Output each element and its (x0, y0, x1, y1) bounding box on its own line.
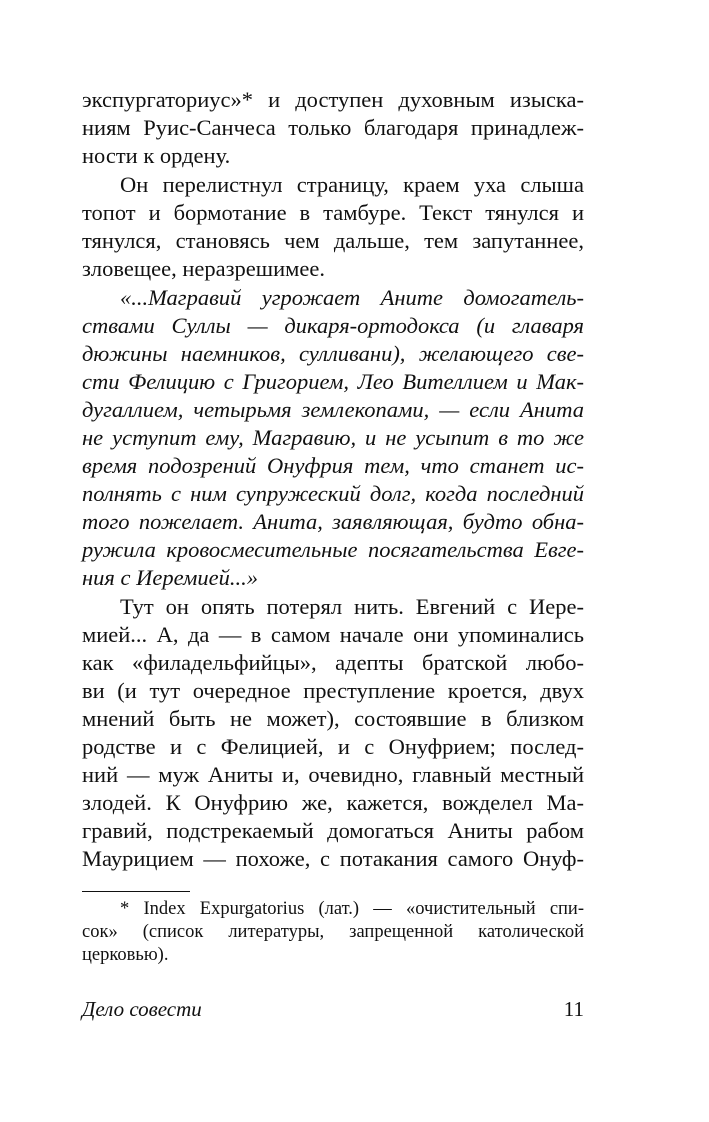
text-line: Маурицием — похоже, с потакания самого Онуф- (82, 846, 584, 871)
running-title: Дело совести (82, 997, 202, 1021)
footnote-line: * Index Expurgatorius (лат.) — «очистительный спи- (120, 899, 584, 919)
text-line: зловещее, неразрешимее. (82, 256, 325, 281)
text-line: не уступит ему, Магравию, и не усыпит в то же (82, 425, 584, 450)
text-line: дюжины наемников, сулливани), желающего све- (82, 341, 584, 366)
paragraph-2 (82, 171, 584, 283)
text-line: тянулся, становясь чем дальше, тем запутаннее, (82, 228, 584, 253)
text-line: полнять с ним супружеский долг, когда последний (82, 481, 584, 506)
text-line: «...Магравий угрожает Аните домогатель- (120, 285, 584, 310)
text-line: дугаллием, четырьмя землекопами, — если Анита (82, 397, 584, 422)
footnote-line: церковью). (82, 945, 169, 965)
text-line: как «филадельфийцы», адепты братской любо- (82, 650, 584, 675)
text-line: мией... А, да — в самом начале они упоминались (82, 622, 584, 647)
text-line: ниям Руис-Санчеса только благодаря принадлеж- (82, 115, 584, 140)
footnote (82, 898, 584, 967)
paragraph-4 (82, 593, 584, 873)
page-number: 11 (563, 997, 584, 1021)
paragraph-1 (82, 86, 584, 170)
page-footer (82, 994, 584, 1024)
footnote-divider (82, 891, 190, 892)
text-line: Тут он опять потерял нить. Евгений с Иере- (120, 594, 584, 619)
text-line: ствами Суллы — дикаря-ортодокса (и главаря (82, 313, 584, 338)
text-line: гравий, подстрекаемый домогаться Аниты рабом (82, 818, 584, 843)
text-line: ви (и тут очередное преступление кроется, двух (82, 678, 584, 703)
text-line: родстве и с Фелицией, и с Онуфрием; послед- (82, 734, 584, 759)
text-line: сти Фелицию с Григорием, Лео Вителлием и Мак- (82, 369, 584, 394)
text-line: ности к ордену. (82, 143, 231, 168)
text-line: мнений быть не может), состоявшие в близком (82, 706, 584, 731)
quoted-paragraph (82, 284, 584, 592)
text-line: ружила кровосмесительные посягательства Евге- (82, 537, 584, 562)
text-line: ний — муж Аниты и, очевидно, главный местный (82, 762, 584, 787)
text-line: Он перелистнул страницу, краем уха слыша (120, 172, 584, 197)
text-line: ния с Иеремией...» (82, 565, 258, 590)
main-text (82, 86, 584, 874)
text-line: время подозрений Онуфрия тем, что станет ис- (82, 453, 584, 478)
text-line: злодей. К Онуфрию же, кажется, вожделел Ма- (82, 790, 584, 815)
text-line: экспургаториус»* и доступен духовным изыска- (82, 87, 584, 112)
text-line: того пожелает. Анита, заявляющая, будто обна- (82, 509, 584, 534)
text-line: топот и бормотание в тамбуре. Текст тянулся и (82, 200, 584, 225)
footnote-line: сок» (список литературы, запрещенной католической (82, 922, 584, 942)
